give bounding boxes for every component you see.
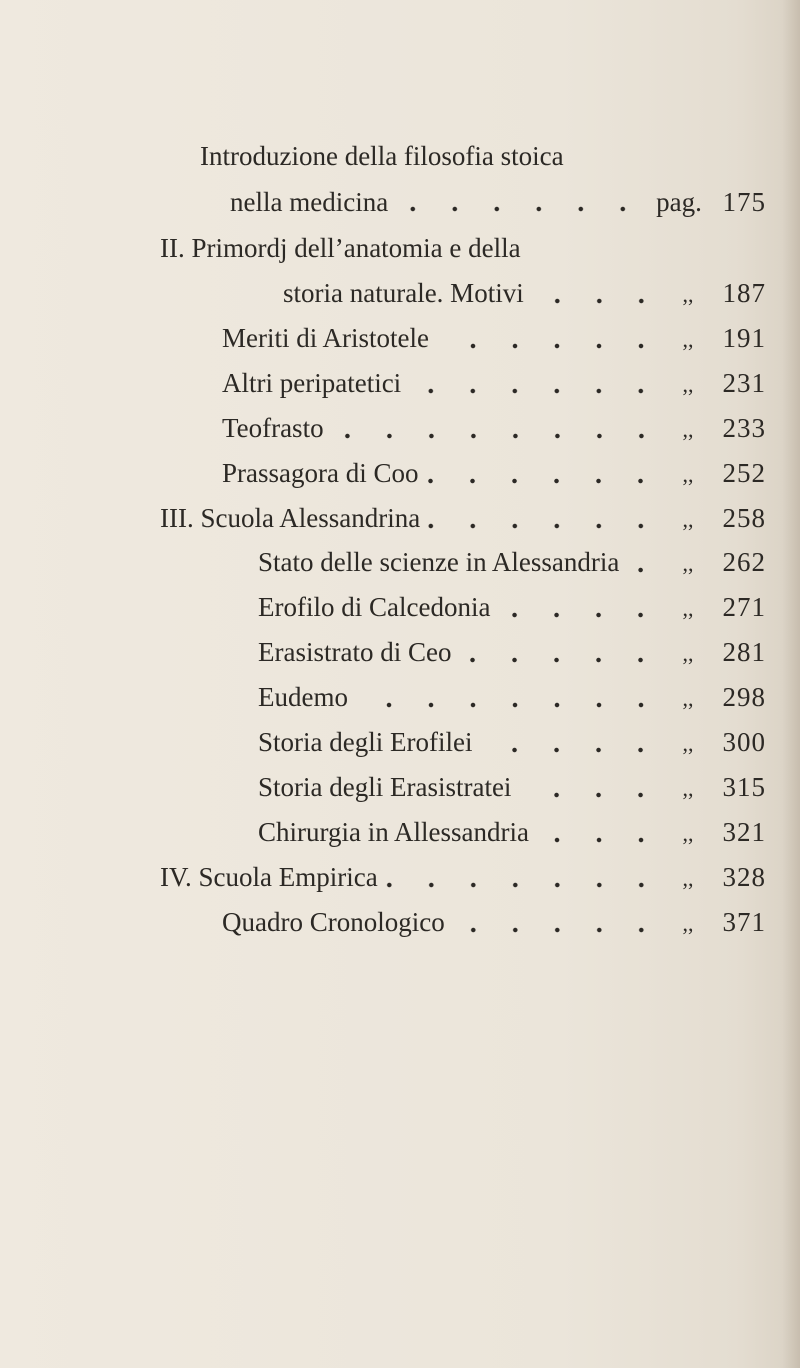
page-number: 271 bbox=[722, 592, 766, 623]
page-number: 252 bbox=[722, 457, 766, 488]
entry-label: storia naturale. Motivi bbox=[283, 278, 524, 308]
page-number: 175 bbox=[722, 187, 766, 217]
ditto-marker: ,, bbox=[682, 326, 694, 352]
page-marker: pag. bbox=[656, 187, 702, 217]
toc-entry[interactable] bbox=[258, 814, 766, 852]
dot-leader bbox=[627, 567, 662, 573]
entry-label: Altri peripatetici bbox=[222, 367, 402, 398]
entry-label: IV. Scuola Empirica bbox=[160, 861, 378, 892]
dot-leader bbox=[532, 298, 662, 304]
page-number: 315 bbox=[722, 771, 766, 802]
dot-leader bbox=[386, 882, 662, 888]
toc-entry[interactable] bbox=[160, 859, 766, 897]
page-number: 231 bbox=[722, 367, 766, 398]
entry-label: Meriti di Aristotele bbox=[222, 322, 429, 353]
page-number: 300 bbox=[722, 727, 766, 757]
toc-entry[interactable] bbox=[258, 544, 766, 582]
entry-label: Eudemo bbox=[258, 682, 348, 713]
page-number: 298 bbox=[722, 682, 766, 713]
page-number: 187 bbox=[722, 278, 766, 308]
toc-entry[interactable] bbox=[283, 275, 766, 313]
dot-leader bbox=[428, 523, 662, 529]
ditto-marker: ,, bbox=[682, 371, 694, 397]
entry-label: Teofrasto bbox=[222, 412, 324, 443]
toc-entry[interactable] bbox=[222, 904, 766, 942]
toc-entry[interactable] bbox=[258, 589, 766, 627]
entry-label: Quadro Cronologico bbox=[222, 906, 445, 937]
page-number: 262 bbox=[722, 547, 766, 578]
ditto-marker: ,, bbox=[682, 551, 694, 577]
entry-label: Storia degli Erofilei bbox=[258, 727, 473, 757]
dot-leader bbox=[426, 478, 662, 484]
toc-entry[interactable] bbox=[258, 769, 766, 807]
dot-leader bbox=[498, 612, 662, 618]
ditto-marker: ,, bbox=[682, 282, 694, 307]
entry-label: Erofilo di Calcedonia bbox=[258, 592, 491, 623]
ditto-marker: ,, bbox=[682, 686, 694, 712]
dot-leader bbox=[437, 343, 662, 349]
dot-leader bbox=[537, 837, 662, 843]
ditto-marker: ,, bbox=[682, 775, 694, 801]
toc-heading-line1: Introduzione della filosofia stoica bbox=[200, 141, 564, 171]
toc-section-2-line1: II. Primordj dell’anatomia e della bbox=[160, 233, 521, 263]
entry-label: Chirurgia in Allessandria bbox=[258, 816, 529, 847]
dot-leader bbox=[332, 433, 662, 439]
ditto-marker: ,, bbox=[682, 641, 694, 667]
ditto-marker: ,, bbox=[682, 416, 694, 442]
toc-entry[interactable] bbox=[160, 500, 766, 538]
page-number: 321 bbox=[722, 816, 766, 847]
page-number: 233 bbox=[722, 412, 766, 443]
page-number: 328 bbox=[722, 861, 766, 892]
dot-leader bbox=[519, 792, 662, 798]
dot-leader bbox=[396, 206, 644, 212]
dot-leader bbox=[356, 702, 662, 708]
entry-label: Storia degli Erasistratei bbox=[258, 771, 512, 802]
toc-entry[interactable] bbox=[222, 410, 766, 448]
toc-entry[interactable] bbox=[258, 724, 766, 762]
ditto-marker: ,, bbox=[682, 820, 694, 846]
toc-entry-introduzione[interactable] bbox=[230, 184, 766, 220]
ditto-marker: ,, bbox=[682, 865, 694, 891]
page-edge-shadow bbox=[782, 0, 800, 1368]
entry-label: Erasistrato di Ceo bbox=[258, 637, 452, 668]
dot-leader bbox=[409, 388, 662, 394]
toc-entry[interactable] bbox=[222, 455, 766, 493]
ditto-marker: ,, bbox=[682, 731, 694, 756]
ditto-marker: ,, bbox=[682, 596, 694, 622]
ditto-marker: ,, bbox=[682, 910, 694, 936]
entry-label: Prassagora di Coo bbox=[222, 457, 419, 488]
ditto-marker: ,, bbox=[682, 461, 694, 487]
ditto-marker: ,, bbox=[682, 506, 694, 532]
entry-label: nella medicina bbox=[230, 187, 389, 217]
dot-leader bbox=[459, 657, 662, 663]
dot-leader bbox=[480, 747, 662, 753]
toc-entry[interactable] bbox=[258, 679, 766, 717]
page-number: 258 bbox=[722, 502, 766, 533]
toc-entry[interactable] bbox=[258, 634, 766, 672]
page-number: 281 bbox=[722, 637, 766, 668]
entry-label: III. Scuola Alessandrina bbox=[160, 502, 421, 533]
page-number: 191 bbox=[722, 322, 766, 353]
page-number: 371 bbox=[722, 906, 766, 937]
dot-leader bbox=[453, 927, 662, 933]
toc-entry[interactable] bbox=[222, 320, 766, 358]
entry-label: Stato delle scienze in Alessandria bbox=[258, 547, 620, 578]
toc-entry[interactable] bbox=[222, 365, 766, 403]
